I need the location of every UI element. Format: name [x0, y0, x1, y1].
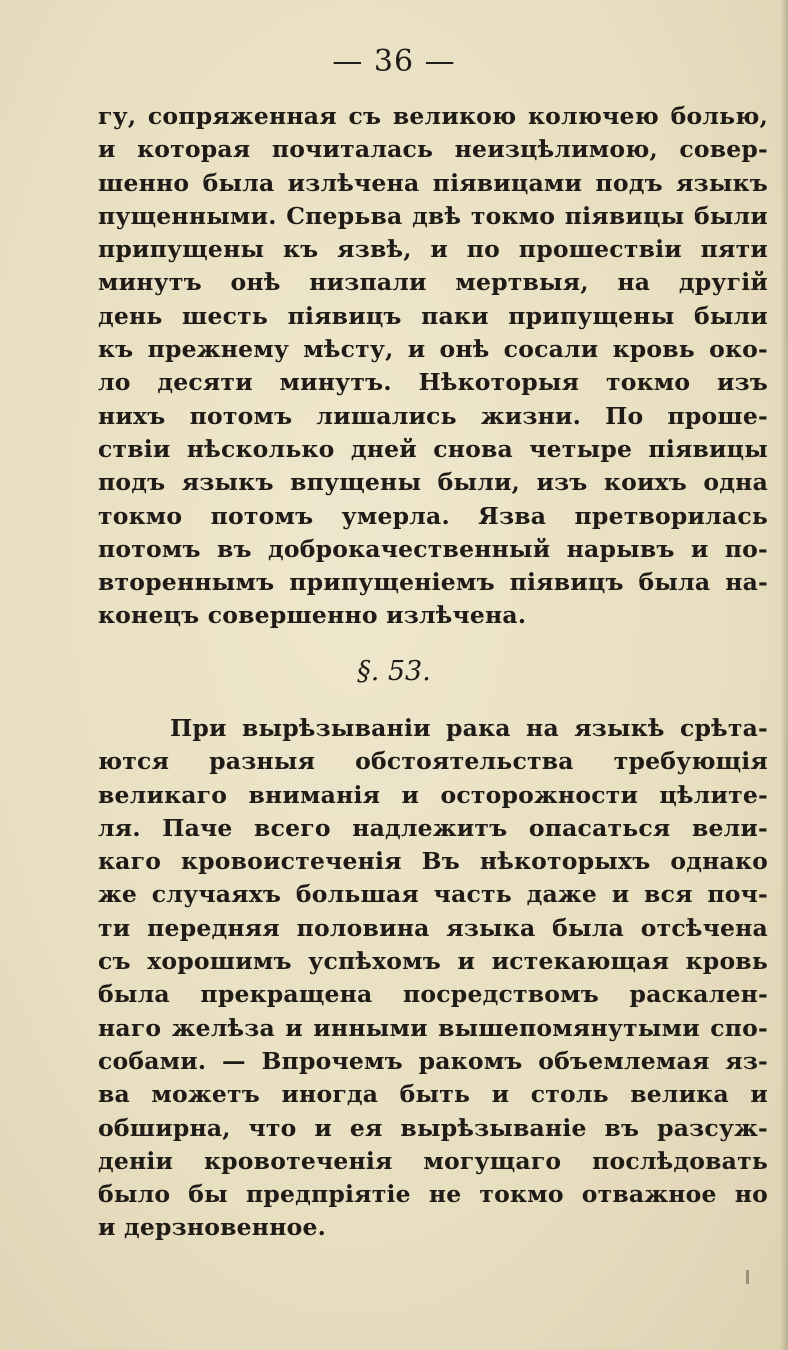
text-line: ются разныя обстоятельства требующія	[98, 747, 768, 776]
text-line: къ прежнему мѣсту, и онѣ сосали кровь око-	[98, 335, 768, 364]
text-line: обширна, что и ея вырѣзываніе въ разсуж-	[98, 1113, 768, 1142]
text-line: гу, сопряженная съ великою колючею болью,	[98, 102, 768, 130]
page-number: — 36 —	[332, 44, 456, 79]
text-line: подъ языкъ впущены были, изъ коихъ одна	[98, 468, 768, 497]
text-line: конецъ совершенно излѣчена.	[98, 601, 527, 630]
text-line: ствіи нѣсколько дней снова четыре піявицы	[98, 434, 768, 463]
paragraph-1	[98, 100, 768, 633]
text-line: великаго вниманія и осторожности цѣлите-	[98, 780, 768, 809]
text-line: потомъ въ доброкачественный нарывъ и по-	[98, 534, 768, 563]
text-line: собами. — Впрочемъ ракомъ объемлемая яз-	[98, 1046, 768, 1075]
section-heading: §. 53.	[357, 656, 431, 687]
text-line: ва можетъ иногда быть и столь велика и	[98, 1080, 768, 1109]
text-line: съ хорошимъ успѣхомъ и истекающая кровь	[98, 947, 768, 976]
text-line: припущены къ язвѣ, и по прошествіи пяти	[98, 235, 768, 264]
paper-speck	[746, 1270, 749, 1284]
text-line: и которая почиталась неизцѣлимою, совер-	[98, 135, 768, 164]
text-line: же случаяхъ большая часть даже и вся поч-	[98, 880, 768, 909]
text-line: была прекращена посредствомъ раскален-	[98, 980, 768, 1009]
text-line: и дерзновенное.	[98, 1213, 327, 1242]
text-line: При вырѣзываніи рака на языкѣ срѣта-	[170, 714, 768, 742]
text-line: было бы предпріятіе не токмо отважное но	[98, 1180, 768, 1209]
text-line: шенно была излѣчена піявицами подъ языкъ	[98, 168, 768, 197]
text-line: пущенными. Сперьва двѣ токмо піявицы были	[98, 201, 768, 230]
text-line: день шесть піявицъ паки припущены были	[98, 301, 768, 330]
text-line: ля. Паче всего надлежитъ опасаться вели-	[98, 813, 768, 842]
text-line: втореннымъ припущеніемъ піявицъ была на-	[98, 568, 768, 597]
text-line: токмо потомъ умерла. Язва претворилась	[98, 501, 768, 530]
text-line: ло десяти минутъ. Нѣкоторыя токмо изъ	[98, 368, 768, 397]
paragraph-2	[98, 712, 768, 1245]
text-line: каго кровоистеченія Въ нѣкоторыхъ однако	[98, 847, 768, 876]
text-line: наго желѣза и инными вышепомянутыми спо-	[98, 1013, 768, 1042]
text-line: деніи кровотеченія могущаго послѣдовать	[98, 1146, 768, 1175]
text-line: минутъ онѣ низпали мертвыя, на другій	[98, 268, 768, 297]
text-line: нихъ потомъ лишались жизни. По проше-	[98, 401, 768, 430]
text-line: ти передняя половина языка была отсѣчена	[98, 913, 768, 942]
